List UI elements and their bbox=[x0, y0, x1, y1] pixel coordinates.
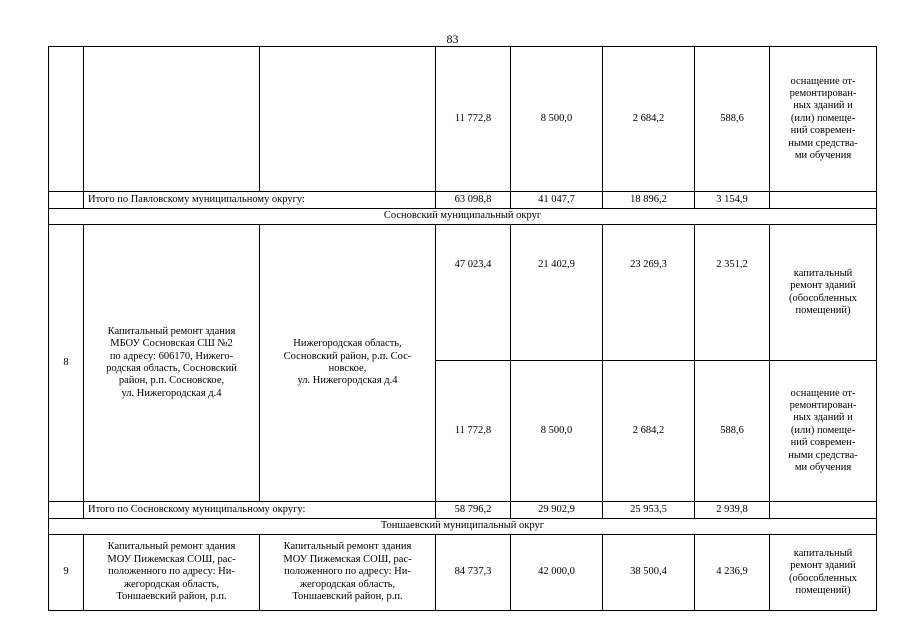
regional-cell: 38 500,4 bbox=[603, 535, 695, 611]
purpose-cell bbox=[770, 192, 877, 209]
municipal-cell: 2 939,8 bbox=[695, 502, 770, 519]
subtotal-label: Итого по Павловскому муниципальному округу: bbox=[84, 192, 436, 209]
object-name-cell: Капитальный ремонт здания МОУ Пижемская СОШ, рас- положенного по адресу: Ни- жегородская область, Тоншаевский район, р.п. bbox=[84, 535, 260, 611]
total-cell: 11 772,8 bbox=[436, 47, 511, 192]
table-row bbox=[49, 535, 877, 611]
federal-cell: 41 047,7 bbox=[511, 192, 603, 209]
municipal-cell: 3 154,9 bbox=[695, 192, 770, 209]
table-row bbox=[49, 192, 877, 209]
municipal-cell: 4 236,9 bbox=[695, 535, 770, 611]
regional-cell: 2 684,2 bbox=[603, 47, 695, 192]
subtotal-label: Итого по Сосновскому муниципальному округу: bbox=[84, 502, 436, 519]
table-row bbox=[49, 209, 877, 225]
table-row bbox=[49, 519, 877, 535]
federal-cell: 21 402,9 bbox=[511, 225, 603, 361]
purpose-cell: оснащение от- ремонтирован- ных зданий и (или) помеще- ний современ- ными средства- ми обучения bbox=[770, 47, 877, 192]
total-cell: 84 737,3 bbox=[436, 535, 511, 611]
municipal-cell: 588,6 bbox=[695, 47, 770, 192]
federal-cell: 42 000,0 bbox=[511, 535, 603, 611]
object-address-cell: Нижегородская область, Сосновский район, р.п. Сос- новское, ул. Нижегородская д.4 bbox=[260, 225, 436, 502]
row-number-cell bbox=[49, 502, 84, 519]
regional-cell: 23 269,3 bbox=[603, 225, 695, 361]
row-number-cell: 8 bbox=[49, 225, 84, 502]
total-cell: 58 796,2 bbox=[436, 502, 511, 519]
purpose-cell: оснащение от- ремонтирован- ных зданий и (или) помеще- ний современ- ными средства- ми обучения bbox=[770, 361, 877, 502]
purpose-cell bbox=[770, 502, 877, 519]
object-name-cell bbox=[84, 47, 260, 192]
object-name-cell: Капитальный ремонт здания МБОУ Сосновская СШ №2 по адресу: 606170, Нижего- родская область, Сосновский район, р.п. Сосновское, ул. Нижегородская д.4 bbox=[84, 225, 260, 502]
regional-cell: 18 896,2 bbox=[603, 192, 695, 209]
municipal-cell: 2 351,2 bbox=[695, 225, 770, 361]
municipal-cell: 588,6 bbox=[695, 361, 770, 502]
total-cell: 47 023,4 bbox=[436, 225, 511, 361]
table-row bbox=[49, 47, 877, 192]
table-row bbox=[49, 502, 877, 519]
purpose-cell: капитальный ремонт зданий (обособленных помещений) bbox=[770, 225, 877, 361]
purpose-cell: капитальный ремонт зданий (обособленных помещений) bbox=[770, 535, 877, 611]
regional-cell: 25 953,5 bbox=[603, 502, 695, 519]
object-address-cell bbox=[260, 47, 436, 192]
regional-cell: 2 684,2 bbox=[603, 361, 695, 502]
budget-table bbox=[48, 46, 877, 611]
total-cell: 63 098,8 bbox=[436, 192, 511, 209]
row-number-cell: 9 bbox=[49, 535, 84, 611]
section-header: Сосновский муниципальный округ bbox=[49, 209, 877, 225]
page-number: 83 bbox=[446, 32, 459, 46]
table-row bbox=[49, 225, 877, 361]
section-header: Тоншаевский муниципальный округ bbox=[49, 519, 877, 535]
row-number-cell bbox=[49, 192, 84, 209]
total-cell: 11 772,8 bbox=[436, 361, 511, 502]
object-address-cell: Капитальный ремонт здания МОУ Пижемская СОШ, рас- положенного по адресу: Ни- жегородская область, Тоншаевский район, р.п. bbox=[260, 535, 436, 611]
federal-cell: 8 500,0 bbox=[511, 47, 603, 192]
federal-cell: 8 500,0 bbox=[511, 361, 603, 502]
row-number-cell bbox=[49, 47, 84, 192]
federal-cell: 29 902,9 bbox=[511, 502, 603, 519]
